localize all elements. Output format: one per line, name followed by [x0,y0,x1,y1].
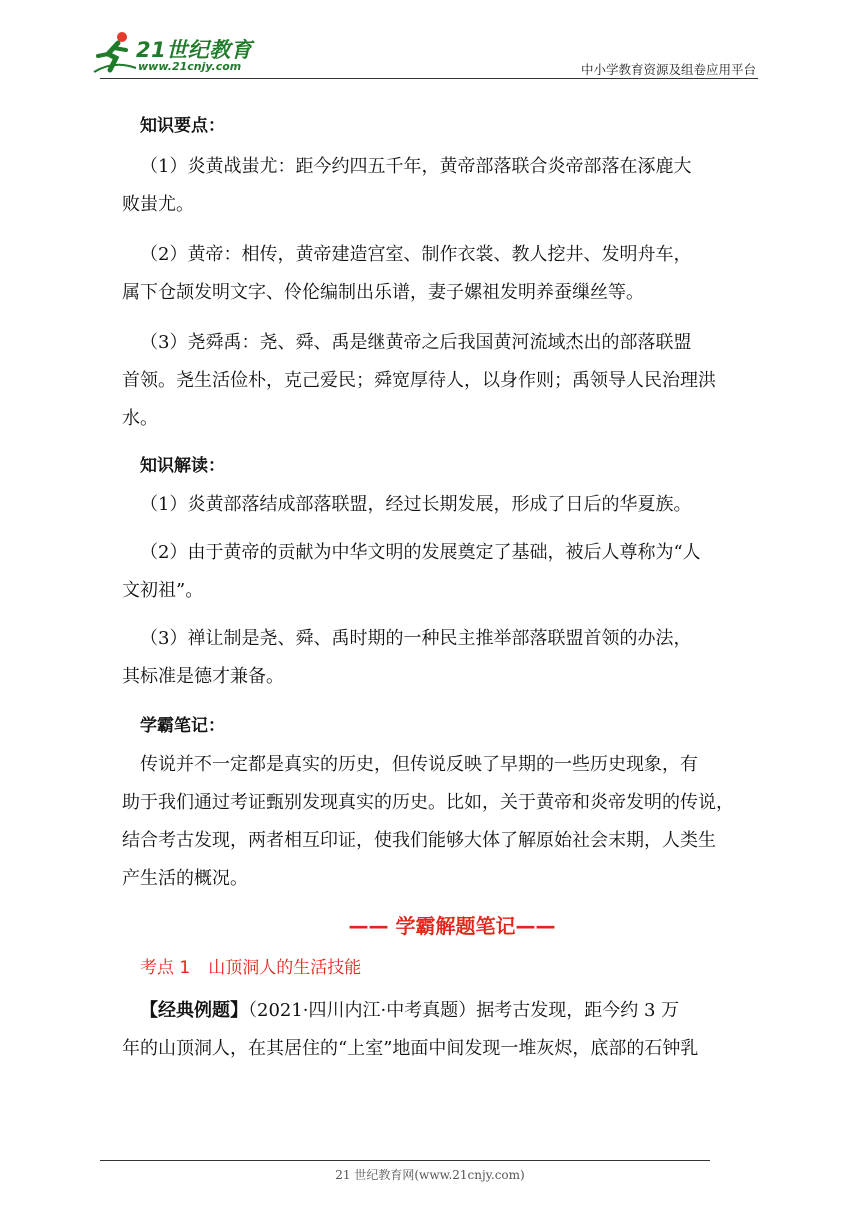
page-footer: 21 世纪教育网(www.21cnjy.com) [335,1168,525,1182]
kaodian-label: 考点 1 [140,958,191,978]
kp3-line3: 水。 [122,408,158,429]
kp3-line2: 首领。尧生活俭朴，克己爱民；舜宽厚待人，以身作则；禹领导人民治理洪 [122,370,716,391]
note-line2: 助于我们通过考证甄别发现真实的历史。比如，关于黄帝和炎帝发明的传说， [122,792,734,813]
site-logo[interactable] [92,30,262,80]
example-line2: 年的山顶洞人，在其居住的“上室”地面中间发现一堆灰烬，底部的石钟乳 [122,1038,699,1059]
example-line1 [140,992,764,1030]
logo-title: 21世纪教育 [136,38,253,62]
header-divider [100,78,758,79]
in1-line1: （1）炎黄部落结成部落联盟，经过长期发展，形成了日后的华夏族。 [140,494,692,515]
note-line1: 传说并不一定都是真实的历史，但传说反映了早期的一些历史现象，有 [140,754,698,775]
in2-line2: 文初祖”。 [122,580,204,601]
note-line4: 产生活的概况。 [122,868,248,889]
kp1-line1: （1）炎黄战蚩尤：距今约四五千年，黄帝部落联合炎帝部落在涿鹿大 [140,156,692,177]
note-line3: 结合考古发现，两者相互印证，使我们能够大体了解原始社会末期，人类生 [122,830,716,851]
example-label: 【经典例题】 [140,1000,248,1021]
kaodian-text: 山顶洞人的生活技能 [208,958,362,978]
page-header [0,0,860,90]
kp2-line1: （2）黄帝：相传，黄帝建造宫室、制作衣裳、教人挖井、发明舟车， [140,244,692,265]
solving-notes-title: —— 学霸解题笔记—— [348,914,556,938]
runner-logo-icon [92,30,136,76]
in3-line2: 其标准是德才兼备。 [122,666,284,687]
logo-url: www.21cnjy.com [138,60,242,73]
in3-line1: （3）禅让制是尧、舜、禹时期的一种民主推举部落联盟首领的办法， [140,628,692,649]
document-body [122,108,764,1068]
notes-heading: 学霸笔记： [140,716,225,736]
knowledge-points-heading: 知识要点： [140,116,225,136]
kp2-line2: 属下仓颉发明文字、伶伦编制出乐谱，妻子嫘祖发明养蚕缫丝等。 [122,282,644,303]
interpretation-heading: 知识解读： [140,456,225,476]
platform-caption: 中小学教育资源及组卷应用平台 [580,62,756,77]
kp3-line1: （3）尧舜禹：尧、舜、禹是继黄帝之后我国黄河流域杰出的部落联盟 [140,332,692,353]
kaodian-heading [140,950,764,986]
in2-line1: （2）由于黄帝的贡献为中华文明的发展奠定了基础，被后人尊称为“人 [140,542,701,563]
footer-divider [100,1160,710,1161]
kp1-line2: 败蚩尤。 [122,194,194,215]
example-text: （2021·四川内江·中考真题）据考古发现，距今约 3 万 [248,1000,680,1021]
